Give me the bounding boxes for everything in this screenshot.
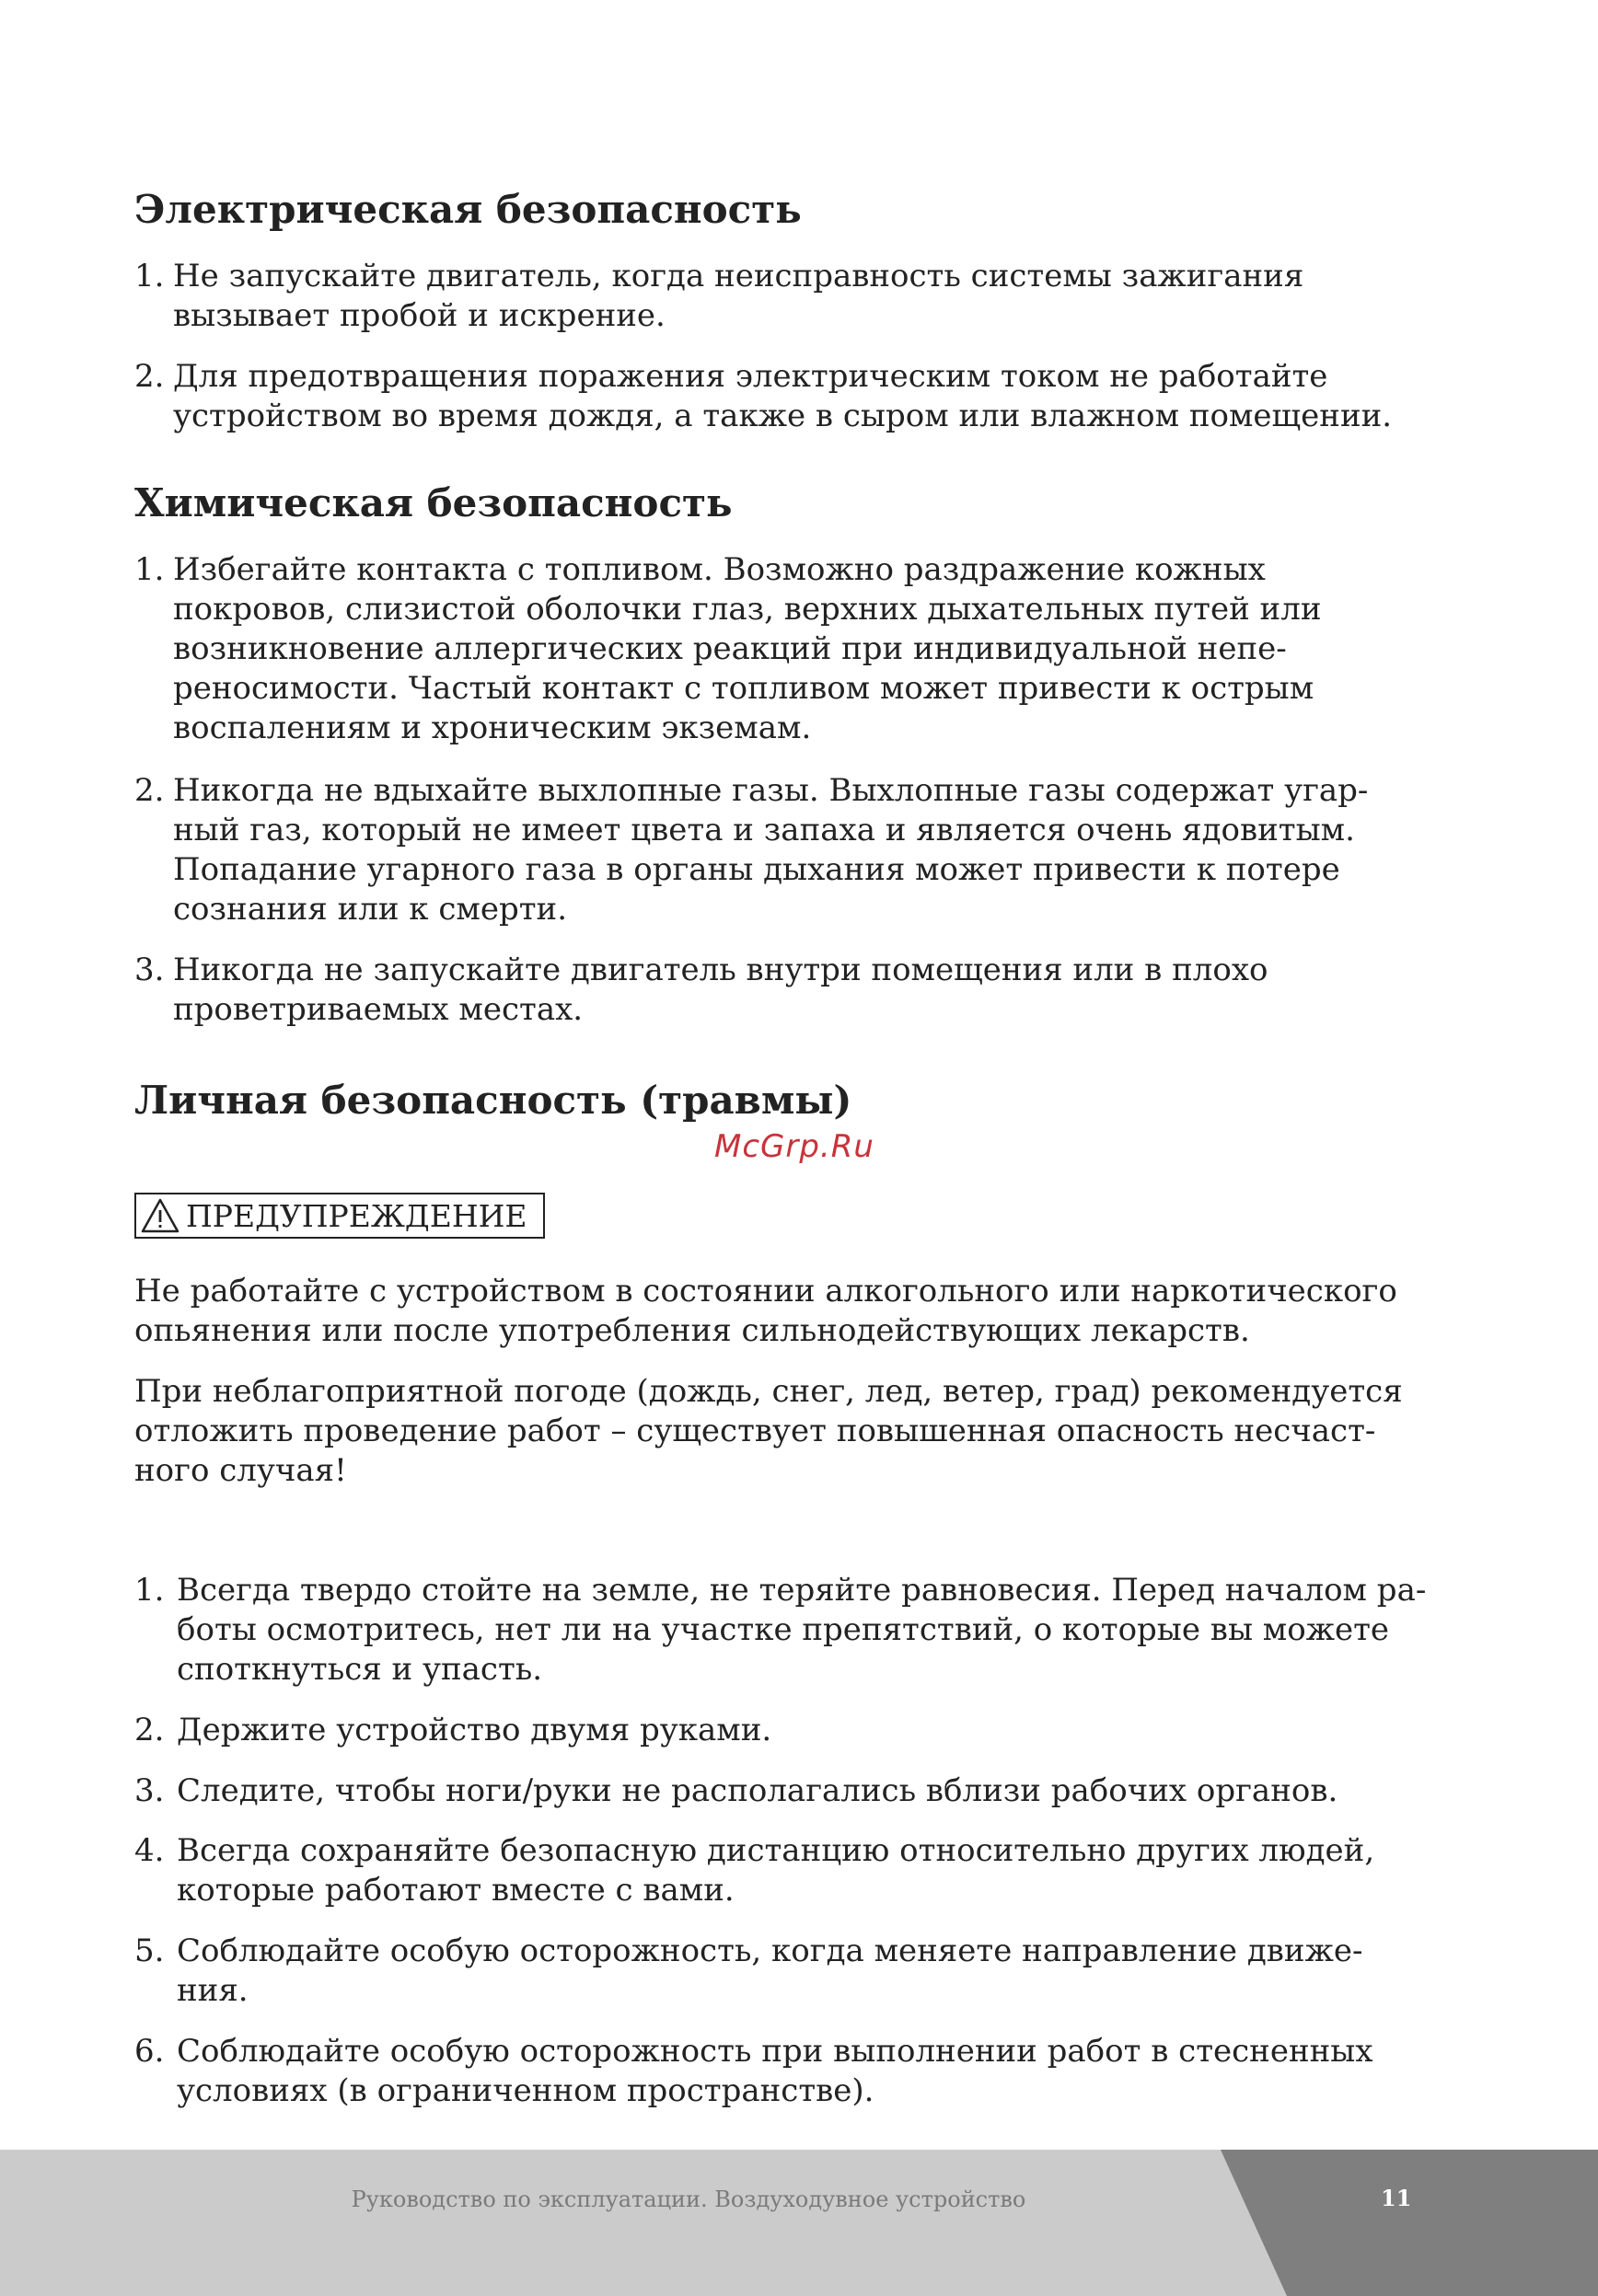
list-number: 3. <box>134 1772 165 1809</box>
list-item <box>134 1771 1442 1811</box>
list-item <box>134 1831 1442 1910</box>
list-text-line: Для предотвращения поражения электрическим током не работайте <box>173 358 1328 395</box>
list-number: 2. <box>134 358 165 395</box>
list-text-line: Попадание угарного газа в органы дыхания может привести к потере <box>173 851 1340 888</box>
list-item <box>134 1932 1442 2011</box>
paragraph-line: отложить проведение работ – существует повышенная опасность несчаст- <box>134 1413 1376 1449</box>
list-item <box>134 951 1442 1030</box>
list-text-line: боты осмотритесь, нет ли на участке препятствий, о которые вы можете <box>177 1611 1390 1648</box>
list-text-line: возникновение аллергических реакций при индивидуальной непе- <box>173 630 1287 667</box>
list-number: 1. <box>134 1572 165 1609</box>
list-item <box>134 1571 1442 1690</box>
list-item <box>134 357 1442 436</box>
paragraph <box>134 1372 1442 1491</box>
warning-label <box>134 1193 545 1239</box>
paragraph-line: Не работайте с устройством в состоянии алкогольного или наркотического <box>134 1273 1397 1310</box>
list-number: 2. <box>134 772 165 809</box>
list-item <box>134 550 1442 748</box>
watermark: McGrp.Ru <box>714 1128 874 1165</box>
list-number: 6. <box>134 2033 165 2070</box>
section-title-chemical: Химическая безопасность <box>134 480 733 525</box>
list-item <box>134 2032 1442 2111</box>
list-text-line: Следите, чтобы ноги/руки не располагались вблизи рабочих органов. <box>177 1772 1338 1809</box>
list-text-line: Не запускайте двигатель, когда неисправность системы зажигания <box>173 258 1304 294</box>
warning-text: ПРЕДУПРЕЖДЕНИЕ <box>186 1197 527 1234</box>
list-text-line: Всегда сохраняйте безопасную дистанцию относительно других людей, <box>177 1832 1375 1869</box>
paragraph-line: ного случая! <box>134 1452 347 1489</box>
list-number: 3. <box>134 952 165 988</box>
footer-accent-shape <box>0 2150 1598 2296</box>
list-text-line: Избегайте контакта с топливом. Возможно раздражение кожных <box>173 551 1266 588</box>
list-number: 5. <box>134 1933 165 1969</box>
section-title-electrical: Электрическая безопасность <box>134 187 802 232</box>
list-text-line: споткнуться и упасть. <box>177 1651 543 1688</box>
list-number: 4. <box>134 1832 165 1869</box>
list-text-line: которые работают вместе с вами. <box>177 1872 735 1909</box>
paragraph-line: опьянения или после употребления сильнодействующих лекарств. <box>134 1312 1250 1349</box>
list-text-line: ный газ, который не имеет цвета и запаха и является очень ядовитым. <box>173 812 1355 848</box>
paragraph-line: При неблагоприятной погоде (дождь, снег, лед, ветер, град) рекомендуется <box>134 1373 1403 1410</box>
list-text-line: условиях (в ограниченном пространстве). <box>177 2072 874 2109</box>
paragraph <box>134 1272 1442 1351</box>
list-number: 1. <box>134 551 165 588</box>
list-text-line: Никогда не запускайте двигатель внутри помещения или в плохо <box>173 952 1268 988</box>
list-item <box>134 1711 1442 1750</box>
list-text-line: реносимости. Частый контакт с топливом может привести к острым <box>173 670 1314 707</box>
list-item <box>134 257 1442 336</box>
list-text-line: проветриваемых местах. <box>173 991 584 1028</box>
section-title-personal: Личная безопасность (травмы) <box>134 1078 852 1123</box>
list-text-line: воспалениям и хроническим экземам. <box>173 710 812 746</box>
list-text-line: покровов, слизистой оболочки глаз, верхних дыхательных путей или <box>173 591 1322 628</box>
list-text-line: Всегда твердо стойте на земле, не теряйте равновесия. Перед началом ра- <box>177 1572 1427 1609</box>
list-text-line: сознания или к смерти. <box>173 891 568 928</box>
list-number: 1. <box>134 258 165 294</box>
list-text-line: Соблюдайте особую осторожность, когда меняете направление движе- <box>177 1933 1363 1969</box>
list-text-line: ния. <box>177 1972 249 2009</box>
list-text-line: устройством во время дождя, а также в сыром или влажном помещении. <box>173 398 1393 434</box>
warning-triangle-icon <box>140 1197 180 1234</box>
list-item <box>134 771 1442 929</box>
page-number: 11 <box>1381 2185 1412 2211</box>
list-number: 2. <box>134 1712 165 1748</box>
list-text-line: Соблюдайте особую осторожность при выполнении работ в стесненных <box>177 2033 1373 2070</box>
list-text-line: Держите устройство двумя руками. <box>177 1712 772 1748</box>
list-text-line: вызывает пробой и искрение. <box>173 297 666 334</box>
list-text-line: Никогда не вдыхайте выхлопные газы. Выхлопные газы содержат угар- <box>173 772 1369 809</box>
page-footer <box>0 2150 1598 2296</box>
footer-title: Руководство по эксплуатации. Воздуходувное устройство <box>351 2186 1026 2212</box>
